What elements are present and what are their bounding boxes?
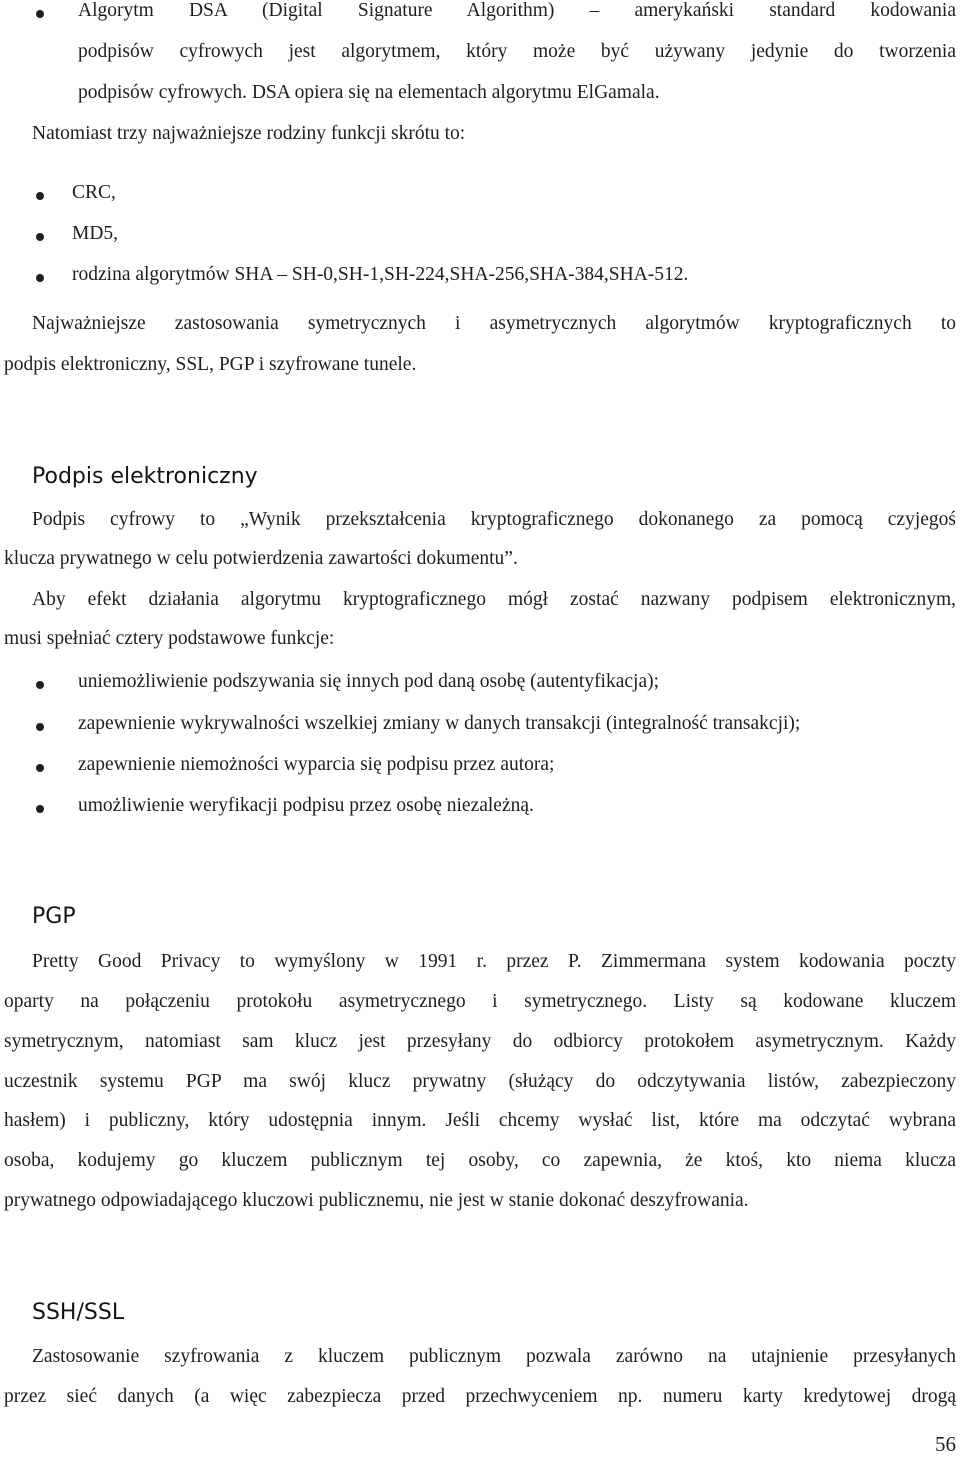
signature-function-item: umożliwienie weryfikacji podpisu przez osobę niezależną. <box>78 795 534 816</box>
applications-line-1: Najważniejsze zastosowania symetrycznych i asymetrycznych algorytmów kryptograficznych to <box>32 313 956 334</box>
bullet-icon <box>36 805 44 813</box>
signature-functions-line-1: Aby efekt działania algorytmu kryptograficznego mógł zostać nazwany podpisem elektronicznym, <box>32 589 956 610</box>
pgp-line: Pretty Good Privacy to wymyślony w 1991 r. przez P. Zimmermana system kodowania poczty <box>32 951 956 972</box>
signature-function-item: zapewnienie niemożności wyparcia się podpisu przez autora; <box>78 754 555 775</box>
bullet-icon <box>36 10 44 18</box>
bullet-icon <box>36 764 44 772</box>
bullet-icon <box>36 681 44 689</box>
pgp-line: osoba, kodujemy go kluczem publicznym tej osoby, co zapewnia, że ktoś, kto niema klucza <box>4 1150 956 1171</box>
dsa-line-1: Algorytm DSA (Digital Signature Algorithm) – amerykański standard kodowania <box>78 0 956 21</box>
signature-function-item: zapewnienie wykrywalności wszelkiej zmiany w danych transakcji (integralność transakcji); <box>78 713 801 734</box>
hash-item-crc: CRC, <box>72 182 116 203</box>
pgp-line: oparty na połączeniu protokołu asymetrycznego i symetrycznego. Listy są kodowane kluczem <box>4 991 956 1012</box>
pgp-line: symetrycznym, natomiast sam klucz jest przesyłany do odbiorcy protokołem asymetrycznym. Każdy <box>4 1031 956 1052</box>
ssh-line: przez sieć danych (a więc zabezpiecza przed przechwyceniem np. numeru karty kredytowej drogą <box>4 1386 956 1407</box>
pgp-line: hasłem) i publiczny, który udostępnia innym. Jeśli chcemy wysłać list, które ma odczytać wybrana <box>4 1110 956 1131</box>
hash-item-md5: MD5, <box>72 223 119 244</box>
bullet-icon <box>36 723 44 731</box>
signature-definition-line-2: klucza prywatnego w celu potwierdzenia zawartości dokumentu”. <box>4 548 518 569</box>
signature-functions-line-2: musi spełniać cztery podstawowe funkcje: <box>4 628 335 649</box>
pgp-line: prywatnego odpowiadającego kluczowi publicznemu, nie jest w stanie dokonać deszyfrowania. <box>4 1190 749 1211</box>
bullet-icon <box>36 192 44 200</box>
bullet-icon <box>36 233 44 241</box>
heading-ssh-ssl: SSH/SSL <box>32 1300 125 1325</box>
applications-line-2: podpis elektroniczny, SSL, PGP i szyfrowane tunele. <box>4 354 417 375</box>
bullet-icon <box>36 274 44 282</box>
dsa-line-3: podpisów cyfrowych. DSA opiera się na elementach algorytmu ElGamala. <box>78 82 660 103</box>
ssh-line: Zastosowanie szyfrowania z kluczem publicznym pozwala zarówno na utajnienie przesyłanych <box>32 1346 956 1367</box>
dsa-line-2: podpisów cyfrowych jest algorytmem, który może być używany jedynie do tworzenia <box>78 41 956 62</box>
hash-item-sha: rodzina algorytmów SHA – SH-0,SH-1,SH-224,SHA-256,SHA-384,SHA-512. <box>72 264 689 285</box>
hash-intro: Natomiast trzy najważniejsze rodziny funkcji skrótu to: <box>32 123 466 144</box>
heading-signature: Podpis elektroniczny <box>32 464 258 489</box>
heading-pgp: PGP <box>32 904 76 929</box>
pgp-line: uczestnik systemu PGP ma swój klucz prywatny (służący do odczytywania listów, zabezpieczony <box>4 1071 956 1092</box>
signature-function-item: uniemożliwienie podszywania się innych pod daną osobę (autentyfikacja); <box>78 671 660 692</box>
page-number: 56 <box>935 1432 956 1456</box>
signature-definition-line-1: Podpis cyfrowy to „Wynik przekształcenia kryptograficznego dokonanego za pomocą czyjegoś <box>32 509 956 530</box>
